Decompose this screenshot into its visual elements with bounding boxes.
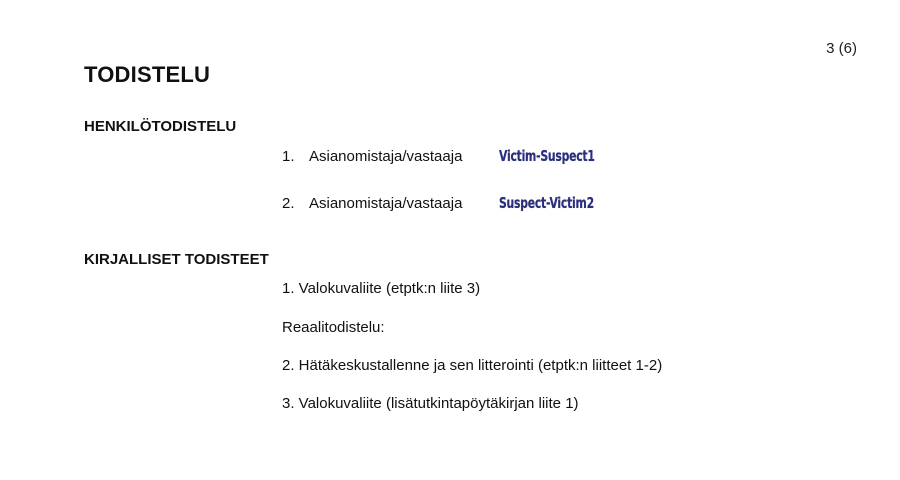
section-heading-witness-evidence: HENKILÖTODISTELU — [84, 118, 237, 135]
witness-name-tag: Victim-Suspect1 — [499, 147, 595, 165]
page-number: 3 (6) — [826, 40, 857, 57]
witness-number: 2. — [282, 194, 295, 212]
witness-item — [282, 144, 632, 168]
witness-item — [282, 191, 631, 215]
witness-name-tag: Suspect-Victim2 — [499, 194, 594, 212]
witness-number: 1. — [282, 147, 295, 165]
evidence-item: 1. Valokuvaliite (etptk:n liite 3) — [282, 280, 481, 297]
witness-role-label: Asianomistaja/vastaaja — [309, 147, 463, 165]
witness-role-label: Asianomistaja/vastaaja — [309, 194, 463, 212]
evidence-subheading: Reaalitodistelu: — [282, 319, 385, 336]
section-heading-written-evidence: KIRJALLISET TODISTEET — [84, 251, 269, 268]
evidence-item: 2. Hätäkeskustallenne ja sen litterointi (etptk:n liitteet 1-2) — [282, 357, 663, 374]
evidence-item: 3. Valokuvaliite (lisätutkintapöytäkirjan liite 1) — [282, 395, 579, 412]
document-title: TODISTELU — [84, 62, 211, 87]
